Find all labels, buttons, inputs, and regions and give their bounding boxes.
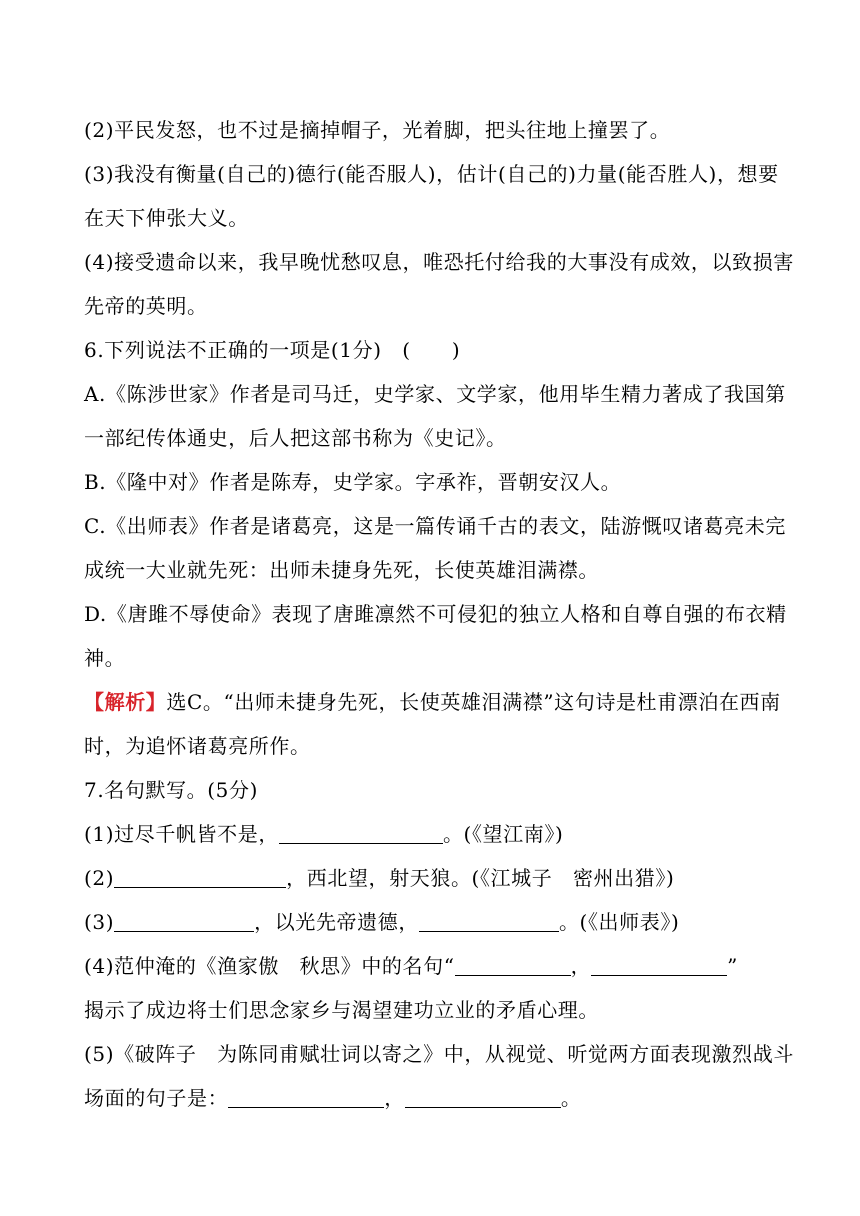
item-3-suffix: 。(《出师表》) xyxy=(558,910,680,934)
question-6-stem: 6.下列说法不正确的一项是(1分) ( ) xyxy=(84,338,461,362)
option-a-line2: 一部纪传体通史，后人把这部书称为《史记》。 xyxy=(84,426,507,450)
option-c-line1: C.《出师表》作者是诸葛亮，这是一篇传诵千古的表文，陆游慨叹诸葛亮未完 xyxy=(84,514,786,538)
item-4-line2: 揭示了成边将士们思念家乡与渴望建功立业的矛盾心理。 xyxy=(84,998,599,1022)
item-2-prefix: (2) xyxy=(84,866,115,890)
translation-4-line1: (4)接受遗命以来，我早晚忧愁叹息，唯恐托付给我的大事没有成效，以致损害 xyxy=(84,250,794,274)
option-c-line2: 成统一大业就先死：出师未捷身先死，长使英雄泪满襟。 xyxy=(84,558,599,582)
analysis-line2: 时，为追怀诸葛亮所作。 xyxy=(84,734,311,758)
answer-blank[interactable] xyxy=(455,955,571,976)
answer-blank[interactable] xyxy=(419,911,559,932)
answer-blank[interactable] xyxy=(114,867,286,888)
option-d-line2: 神。 xyxy=(84,646,126,670)
question-7-stem: 7.名句默写。(5分) xyxy=(84,778,259,802)
item-5-prefix: 场面的句子是： xyxy=(84,1086,229,1110)
answer-blank[interactable] xyxy=(591,955,727,976)
item-1 xyxy=(84,820,563,848)
item-1-suffix: 。(《望江南》) xyxy=(442,822,564,846)
item-2-suffix: ，西北望，射天狼。(《江城子 密州出猎》) xyxy=(286,866,675,890)
option-d-line1: D.《唐雎不辱使命》表现了唐雎凛然不可侵犯的独立人格和自尊自强的布衣精 xyxy=(84,602,787,626)
analysis-line1 xyxy=(84,688,781,716)
item-5-suffix: 。 xyxy=(560,1086,582,1110)
item-3-prefix: (3) xyxy=(84,910,115,934)
item-4-middle: ， xyxy=(570,954,592,978)
answer-blank[interactable] xyxy=(405,1087,561,1108)
translation-2: (2)平民发怒，也不过是摘掉帽子，光着脚，把头往地上撞罢了。 xyxy=(84,118,671,142)
item-5-line2 xyxy=(84,1084,581,1112)
item-3 xyxy=(84,908,679,936)
item-5-middle: ， xyxy=(384,1086,405,1110)
option-b: B.《隆中对》作者是陈寿，史学家。字承祚，晋朝安汉人。 xyxy=(84,470,622,494)
item-3-middle: ，以光先帝遗德， xyxy=(254,910,419,934)
translation-4-line2: 先帝的英明。 xyxy=(84,294,208,318)
answer-blank[interactable] xyxy=(114,911,254,932)
item-1-prefix: (1)过尽千帆皆不是， xyxy=(84,822,279,846)
analysis-tag: 【解析】 xyxy=(84,690,167,714)
item-5-line1: (5)《破阵子 为陈同甫赋壮词以寄之》中，从视觉、听觉两方面表现激烈战斗 xyxy=(84,1042,794,1066)
item-4-prefix: (4)范仲淹的《渔家傲 秋思》中的名句“ xyxy=(84,954,455,978)
translation-3-line1: (3)我没有衡量(自己的)德行(能否服人)，估计(自己的)力量(能否胜人)，想要 xyxy=(84,162,779,186)
translation-3-line2: 在天下伸张大义。 xyxy=(84,206,249,230)
item-2 xyxy=(84,864,674,892)
answer-blank[interactable] xyxy=(228,1087,384,1108)
item-4-line1 xyxy=(84,952,738,980)
answer-blank[interactable] xyxy=(279,823,443,844)
option-a-line1: A.《陈涉世家》作者是司马迁，史学家、文学家，他用毕生精力著成了我国第 xyxy=(84,382,786,406)
analysis-text: 选C。“出师未捷身先死，长使英雄泪满襟”这句诗是杜甫漂泊在西南 xyxy=(166,690,781,714)
item-4-suffix: ” xyxy=(727,954,738,978)
